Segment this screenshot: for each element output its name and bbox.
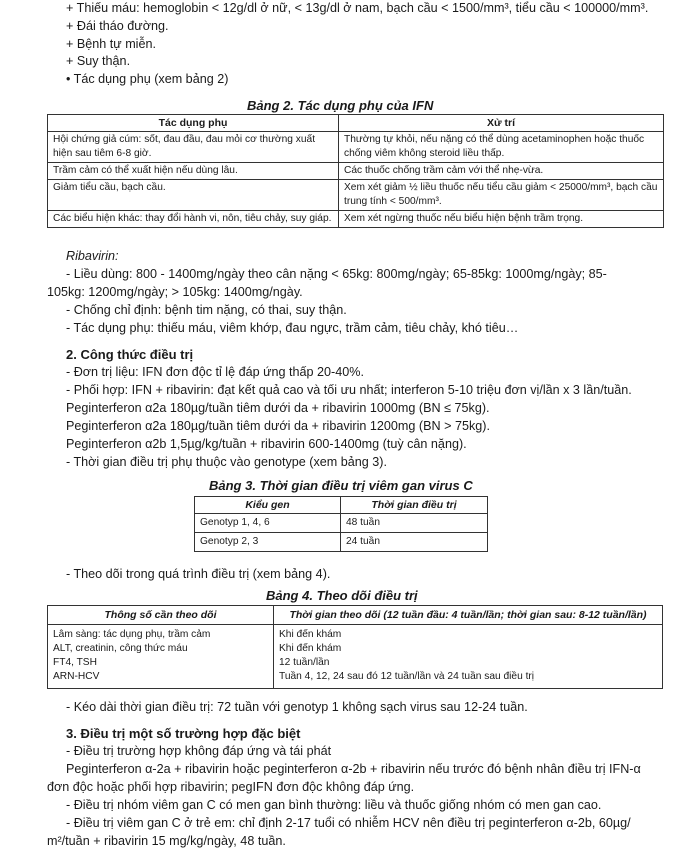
section3-line: - Điều trị viêm gan C ở trẻ em: chỉ định 2-17 tuổi có nhiễm HCV nên điều trị peginterferon α-2b, 60µg/ bbox=[66, 816, 631, 830]
table-cell: Thường tự khỏi, nếu nặng có thể dùng acetaminophen hoặc thuốc chống viêm không steroid liều thấp. bbox=[339, 132, 664, 163]
table-cell: Lâm sàng: tác dụng phụ, trầm cảm bbox=[48, 625, 274, 643]
table4-caption: Bảng 4. Theo dõi điều trị bbox=[266, 588, 418, 603]
table-cell: Hội chứng giả cúm: sốt, đau đầu, đau mỏi cơ thường xuất hiện sau tiêm 6-8 giờ. bbox=[48, 132, 339, 163]
table-cell: Các biểu hiện khác: thay đổi hành vi, nôn, tiêu chảy, suy giáp. bbox=[48, 211, 339, 228]
table-cell: 48 tuần bbox=[341, 514, 488, 533]
table2-header-treatment: Xử trí bbox=[339, 115, 664, 132]
table-cell: Trầm cảm có thể xuất hiện nếu dùng lâu. bbox=[48, 163, 339, 180]
table-cell: Khi đến khám bbox=[274, 642, 663, 656]
table4-header-parameter: Thông số cần theo dõi bbox=[48, 606, 274, 625]
table-cell: 24 tuần bbox=[341, 533, 488, 552]
table-row bbox=[48, 211, 664, 228]
monitor-line: - Theo dõi trong quá trình điều trị (xem bảng 4). bbox=[66, 567, 331, 581]
intro-line-side-effects: • Tác dụng phụ (xem bảng 2) bbox=[66, 72, 229, 86]
section3-line: - Điều trị nhóm viêm gan C có men gan bình thường: liều và thuốc giống nhóm có men gan cao. bbox=[66, 798, 602, 812]
table-cell: Khi đến khám bbox=[274, 625, 663, 643]
ribavirin-side-effects: - Tác dụng phụ: thiếu máu, viêm khớp, đau ngực, trầm cảm, tiêu chảy, khó tiêu… bbox=[66, 321, 519, 335]
table-cell: ARN-HCV bbox=[48, 670, 274, 689]
intro-line-diabetes: + Đái tháo đường. bbox=[66, 19, 169, 33]
table-cell: Xem xét giảm ½ liều thuốc nếu tiểu cầu giảm < 25000/mm³, bạch cầu trung tính < 500/mm³. bbox=[339, 180, 664, 211]
table3-header-genotype: Kiểu gen bbox=[195, 497, 341, 514]
table3 bbox=[194, 496, 488, 552]
ribavirin-title: Ribavirin: bbox=[66, 249, 119, 263]
ribavirin-dose-line1: - Liều dùng: 800 - 1400mg/ngày theo cân nặng < 65kg: 800mg/ngày; 65-85kg: 1000mg/ngày; 85- bbox=[66, 267, 607, 281]
table-cell: Genotyp 1, 4, 6 bbox=[195, 514, 341, 533]
table-row bbox=[48, 642, 663, 656]
table-cell: Tuần 4, 12, 24 sau đó 12 tuần/lần và 24 tuần sau điều trị bbox=[274, 670, 663, 689]
table2 bbox=[47, 114, 664, 228]
section2-line: Peginterferon α2a 180µg/tuần tiêm dưới da + ribavirin 1200mg (BN > 75kg). bbox=[66, 419, 490, 433]
table-row bbox=[48, 670, 663, 689]
intro-line-anemia: + Thiếu máu: hemoglobin < 12g/dl ở nữ, < 13g/dl ở nam, bạch cầu < 1500/mm³, tiểu cầu < 100000/mm³. bbox=[66, 1, 649, 15]
section3-line: m²/tuần + ribavirin 15 mg/kg/ngày, 48 tuần. bbox=[47, 834, 286, 848]
section2-heading: 2. Công thức điều trị bbox=[66, 347, 194, 362]
table3-header-duration: Thời gian điều trị bbox=[341, 497, 488, 514]
section2-line: Peginterferon α2a 180µg/tuần tiêm dưới da + ribavirin 1000mg (BN ≤ 75kg). bbox=[66, 401, 490, 415]
table-row bbox=[48, 656, 663, 670]
table-cell: 12 tuần/lần bbox=[274, 656, 663, 670]
table4 bbox=[47, 605, 663, 689]
ribavirin-contraindication: - Chống chỉ định: bệnh tim nặng, có thai, suy thận. bbox=[66, 303, 347, 317]
section2-line: - Thời gian điều trị phụ thuộc vào genotype (xem bảng 3). bbox=[66, 455, 387, 469]
table-row bbox=[48, 180, 664, 211]
table3-caption: Bảng 3. Thời gian điều trị viêm gan virus C bbox=[209, 478, 473, 493]
section3-heading: 3. Điều trị một số trường hợp đặc biệt bbox=[66, 726, 301, 741]
table-row bbox=[195, 514, 488, 533]
section2-line: Peginterferon α2b 1,5µg/kg/tuần + ribavirin 600-1400mg (tuỳ cân nặng). bbox=[66, 437, 467, 451]
table-cell: Xem xét ngừng thuốc nếu biểu hiện bệnh trầm trọng. bbox=[339, 211, 664, 228]
ribavirin-dose-line2: 105kg: 1200mg/ngày; > 105kg: 1400mg/ngày. bbox=[47, 285, 303, 299]
table-cell: Giảm tiểu cầu, bạch cầu. bbox=[48, 180, 339, 211]
table-row bbox=[195, 533, 488, 552]
section2-line: - Phối hợp: IFN + ribavirin: đạt kết quả cao và tối ưu nhất; interferon 5-10 triệu đơn vị/lần x 3 lần/tuần. bbox=[66, 383, 632, 397]
table4-header-schedule: Thời gian theo dõi (12 tuần đầu: 4 tuần/lần; thời gian sau: 8-12 tuần/lần) bbox=[274, 606, 663, 625]
table-row bbox=[48, 163, 664, 180]
table3-header-row bbox=[195, 497, 488, 514]
table-cell: Các thuốc chống trầm cảm với thể nhẹ-vừa. bbox=[339, 163, 664, 180]
table2-caption: Bảng 2. Tác dụng phụ của IFN bbox=[247, 98, 434, 113]
section3-line: - Điều trị trường hợp không đáp ứng và tái phát bbox=[66, 744, 332, 758]
section3-line: Peginterferon α-2a + ribavirin hoặc peginterferon α-2b + ribavirin nếu trước đó bệnh nhân điều trị IFN-α bbox=[66, 762, 641, 776]
table2-header-row bbox=[48, 115, 664, 132]
section2-line: - Đơn trị liệu: IFN đơn độc tỉ lệ đáp ứng thấp 20-40%. bbox=[66, 365, 364, 379]
table2-header-side-effect: Tác dụng phụ bbox=[48, 115, 339, 132]
table-cell: Genotyp 2, 3 bbox=[195, 533, 341, 552]
intro-line-autoimmune: + Bệnh tự miễn. bbox=[66, 37, 156, 51]
table-cell: FT4, TSH bbox=[48, 656, 274, 670]
table4-header-row bbox=[48, 606, 663, 625]
section3-line: đơn độc hoặc phối hợp ribavirin; pegIFN đơn độc không đáp ứng. bbox=[47, 780, 415, 794]
extend-duration-line: - Kéo dài thời gian điều trị: 72 tuần với genotyp 1 không sạch virus sau 12-24 tuần. bbox=[66, 700, 528, 714]
table-row bbox=[48, 625, 663, 643]
table-row bbox=[48, 132, 664, 163]
table-cell: ALT, creatinin, công thức máu bbox=[48, 642, 274, 656]
intro-line-renal: + Suy thận. bbox=[66, 54, 131, 68]
